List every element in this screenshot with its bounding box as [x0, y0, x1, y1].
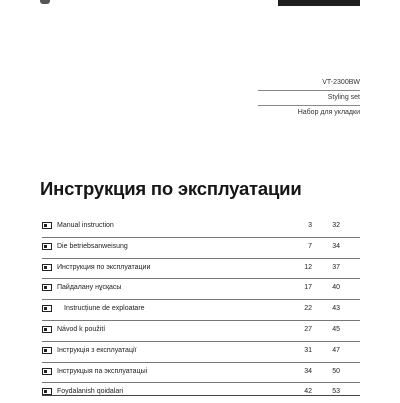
toc-row: [42, 217, 360, 238]
toc-row: [42, 321, 360, 342]
toc-page-start: 17: [304, 284, 312, 292]
toc-page-end: 53: [332, 388, 340, 396]
toc-page-start: 7: [308, 242, 312, 250]
toc-page-start: 27: [304, 325, 312, 333]
toc-label: Инструкция по эксплуатации: [57, 263, 151, 271]
language-flag-icon: [42, 264, 52, 271]
toc-label: Пайдалану нұсқасы: [57, 284, 122, 292]
language-flag-icon: [42, 243, 52, 250]
language-flag-icon: [42, 368, 52, 375]
toc-label: Foydalanish qoidalari: [57, 388, 124, 396]
toc-page-end: 47: [332, 346, 340, 354]
toc-page-end: 45: [332, 325, 340, 333]
brand-logo-fragment: [40, 0, 50, 4]
toc-label: Návod k použití: [57, 325, 106, 333]
toc-page-end: 34: [332, 242, 340, 250]
language-flag-icon: [42, 284, 52, 291]
language-flag-icon: [42, 305, 52, 312]
toc-page-end: 32: [332, 222, 340, 229]
toc-row: [42, 259, 360, 280]
toc-label: Die betriebsanweisung: [57, 242, 128, 250]
toc-row: [42, 383, 360, 403]
toc-label: Інструкцыя па эксплуатацыі: [57, 367, 148, 375]
toc-row: [42, 300, 360, 321]
toc-page-end: 40: [332, 284, 340, 292]
model-number: VT-2300BW: [258, 78, 360, 91]
toc-label: Інструкція з експлуатації: [57, 346, 137, 354]
toc-page-start: 12: [304, 263, 312, 271]
toc-label: Instrucțiune de exploatare: [64, 305, 145, 313]
bottom-rule: [42, 395, 360, 396]
toc-page-end: 37: [332, 263, 340, 271]
toc-page-start: 31: [304, 346, 312, 354]
product-name-ru: Набор для укладки: [297, 109, 360, 116]
toc-row: [42, 363, 360, 384]
toc-page-start: 34: [304, 367, 312, 375]
toc-page-end: 43: [332, 305, 340, 313]
header-bar: [278, 0, 360, 6]
toc-page-end: 50: [332, 367, 340, 375]
table-of-contents: [42, 217, 360, 403]
language-flag-icon: [42, 326, 52, 333]
toc-row: [42, 342, 360, 363]
toc-page-start: 42: [304, 388, 312, 396]
toc-row: [42, 238, 360, 259]
toc-row: [42, 279, 360, 300]
page-title: Инструкция по эксплуатации: [40, 178, 302, 199]
toc-page-start: 3: [308, 222, 312, 229]
language-flag-icon: [42, 222, 52, 229]
toc-label: Manual instruction: [57, 222, 114, 229]
toc-page-start: 22: [304, 305, 312, 313]
language-flag-icon: [42, 347, 52, 354]
model-block: [258, 78, 360, 122]
product-name-en: Styling set: [258, 93, 360, 106]
